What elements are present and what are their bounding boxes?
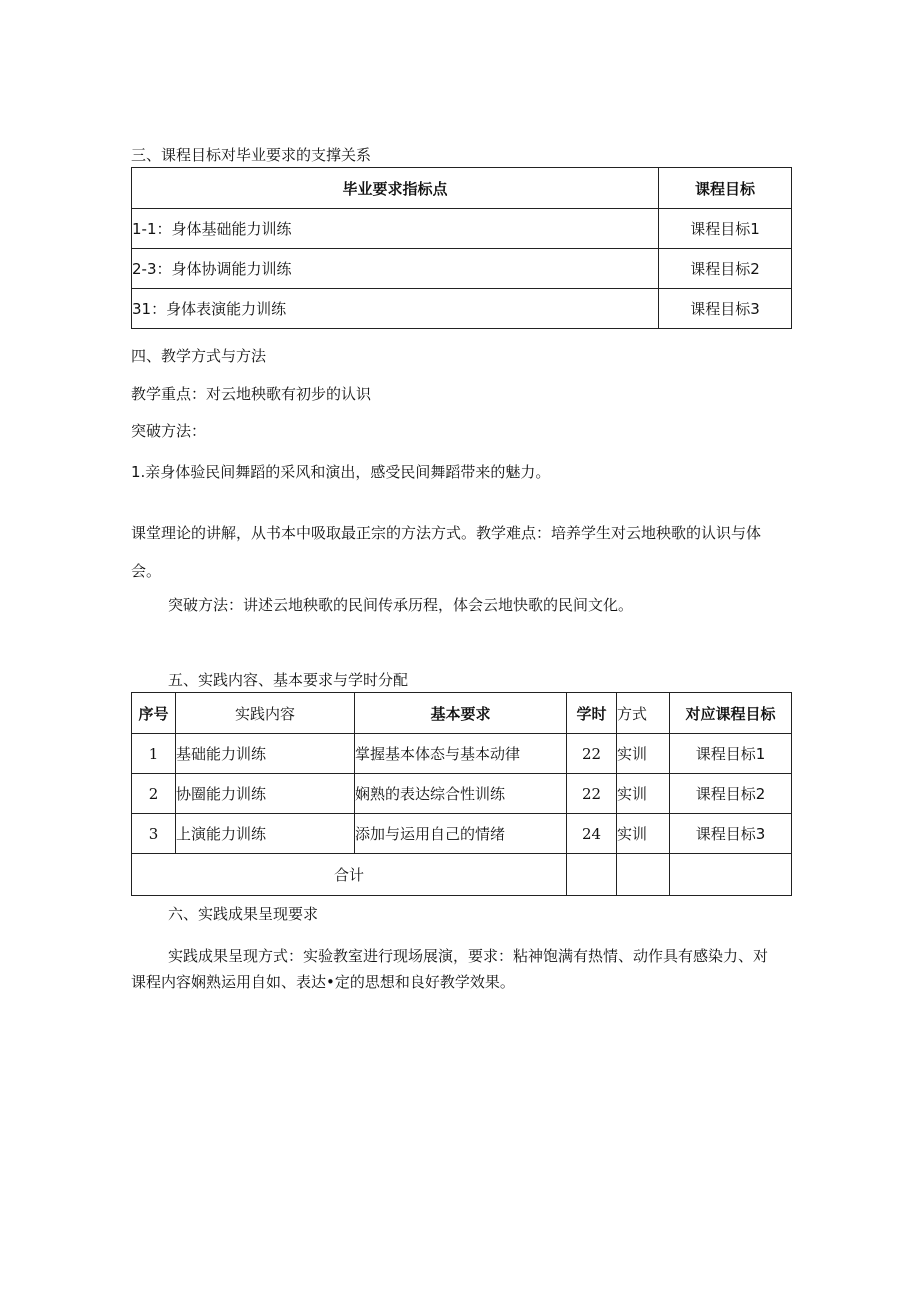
total-goal-cell <box>670 854 792 896</box>
total-mode-cell <box>617 854 670 896</box>
method-item-1: 1.亲身体验民间舞蹈的采风和演出，感受民间舞蹈带来的魅力。 <box>131 463 551 481</box>
method-2: 突破方法：讲述云地秧歌的民间传承历程，体会云地快歌的民间文化。 <box>168 596 634 614</box>
section6-line-2: 课程内容娴熟运用自如、表达•定的思想和良好教学效果。 <box>131 973 515 991</box>
content-cell: 协圈能力训练 <box>176 774 355 814</box>
paragraph-line-1: 课堂理论的讲解，从书本中吸取最正宗的方法方式。教学难点：培养学生对云地秧歌的认识与体 <box>131 524 762 542</box>
no-cell: 2 <box>132 774 176 814</box>
indicator-cell: 31：身体表演能力训练 <box>132 289 659 329</box>
hours-cell: 22 <box>567 774 617 814</box>
paragraph-line-2: 会。 <box>131 562 162 580</box>
header-hours: 学时 <box>567 693 617 734</box>
hours-cell: 22 <box>567 734 617 774</box>
content-cell: 基础能力训练 <box>176 734 355 774</box>
goal-cell: 课程目标1 <box>670 734 792 774</box>
goal-cell: 课程目标1 <box>659 209 792 249</box>
header-goal: 对应课程目标 <box>670 693 792 734</box>
goal-cell: 课程目标3 <box>659 289 792 329</box>
header-goal: 课程目标 <box>659 168 792 209</box>
mode-cell: 实训 <box>617 814 670 854</box>
section6-heading: 六、实践成果呈现要求 <box>168 905 319 923</box>
table-row <box>132 249 792 289</box>
key-point: 教学重点：对云地秧歌有初步的认识 <box>131 385 372 403</box>
section5-heading: 五、实践内容、基本要求与学时分配 <box>168 671 409 689</box>
total-row <box>132 854 792 896</box>
mode-cell: 实训 <box>617 774 670 814</box>
goal-cell: 课程目标2 <box>659 249 792 289</box>
section3-heading: 三、课程目标对毕业要求的支撑关系 <box>131 146 372 164</box>
method-label: 突破方法： <box>131 422 207 440</box>
header-no: 序号 <box>132 693 176 734</box>
goal-cell: 课程目标3 <box>670 814 792 854</box>
indicator-cell: 2-3：身体协调能力训练 <box>132 249 659 289</box>
table-row <box>132 814 792 854</box>
content-cell: 上演能力训练 <box>176 814 355 854</box>
no-cell: 1 <box>132 734 176 774</box>
indicator-cell: 1-1：身体基础能力训练 <box>132 209 659 249</box>
requirement-cell: 掌握基本体态与基本动律 <box>355 734 567 774</box>
no-cell: 3 <box>132 814 176 854</box>
goal-cell: 课程目标2 <box>670 774 792 814</box>
mode-cell: 实训 <box>617 734 670 774</box>
section6-line-1: 实践成果呈现方式：实验教室进行现场展演，要求：粘神饱满有热情、动作具有感染力、对 <box>168 947 769 965</box>
header-content: 实践内容 <box>176 693 355 734</box>
table-row <box>132 734 792 774</box>
table-row <box>132 209 792 249</box>
requirement-cell: 添加与运用自己的情绪 <box>355 814 567 854</box>
hours-cell: 24 <box>567 814 617 854</box>
header-indicator: 毕业要求指标点 <box>132 168 659 209</box>
header-mode: 方式 <box>617 693 670 734</box>
requirement-cell: 娴熟的表达综合性训练 <box>355 774 567 814</box>
total-hours-cell <box>567 854 617 896</box>
section4-heading: 四、教学方式与方法 <box>131 347 267 365</box>
support-table <box>131 167 792 329</box>
header-requirement: 基本要求 <box>355 693 567 734</box>
table-row <box>132 289 792 329</box>
practice-table <box>131 692 792 896</box>
total-label: 合计 <box>132 854 567 896</box>
table-row <box>132 774 792 814</box>
